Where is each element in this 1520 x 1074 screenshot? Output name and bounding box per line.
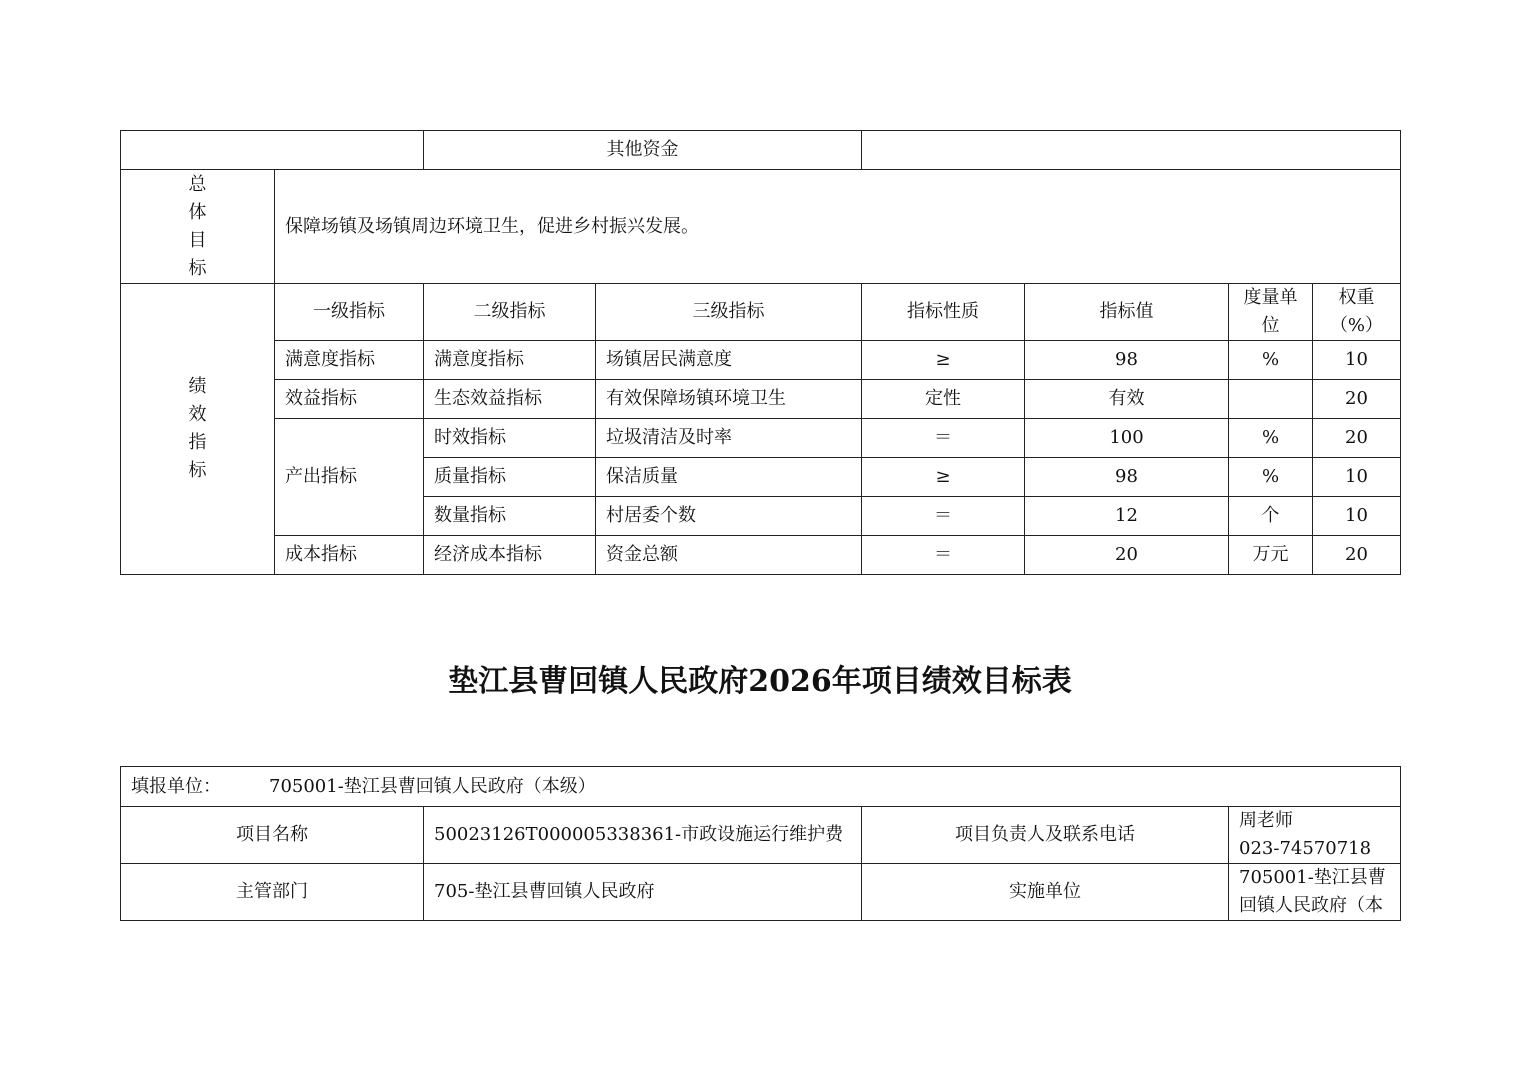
weight-cell: 10 (1313, 497, 1401, 536)
unit-cell: 个 (1229, 497, 1313, 536)
header-level2: 二级指标 (424, 284, 596, 341)
level3-cell: 村居委个数 (596, 497, 862, 536)
overall-goal-label: 总 体 目 标 (121, 170, 275, 284)
nature-cell: ＝ (862, 419, 1025, 458)
nature-cell: 定性 (862, 380, 1025, 419)
weight-cell: 10 (1313, 458, 1401, 497)
weight-cell: 20 (1313, 380, 1401, 419)
other-funds-label: 其他资金 (424, 131, 862, 170)
unit-cell: % (1229, 458, 1313, 497)
table-row (121, 419, 1401, 458)
nature-cell: ＝ (862, 497, 1025, 536)
header-nature: 指标性质 (862, 284, 1025, 341)
implementing-unit-value: 705001-垫江县曹 回镇人民政府（本 (1229, 864, 1401, 921)
contact-label: 项目负责人及联系电话 (862, 807, 1229, 864)
unit-cell: % (1229, 341, 1313, 380)
level2-cell: 生态效益指标 (424, 380, 596, 419)
department-label: 主管部门 (121, 864, 424, 921)
implementing-unit-label: 实施单位 (862, 864, 1229, 921)
filing-unit-value: 705001-垫江县曹回镇人民政府（本级） (269, 775, 596, 797)
overall-goal-row (121, 170, 1401, 284)
value-cell: 100 (1025, 419, 1229, 458)
table-row (121, 380, 1401, 419)
level2-cell: 质量指标 (424, 458, 596, 497)
filing-unit-label: 填报单位： (131, 775, 221, 797)
level3-cell: 保洁质量 (596, 458, 862, 497)
header-value: 指标值 (1025, 284, 1229, 341)
header-weight: 权重 （%） (1313, 284, 1401, 341)
level3-cell: 有效保障场镇环境卫生 (596, 380, 862, 419)
page-title: 垫江县曹回镇人民政府2026年项目绩效目标表 (448, 664, 1072, 699)
department-row (121, 864, 1401, 921)
level3-cell: 资金总额 (596, 536, 862, 575)
value-cell: 20 (1025, 536, 1229, 575)
empty-cell (121, 131, 424, 170)
project-name-label: 项目名称 (121, 807, 424, 864)
level3-cell: 场镇居民满意度 (596, 341, 862, 380)
header-unit: 度量单 位 (1229, 284, 1313, 341)
nature-cell: ≥ (862, 341, 1025, 380)
filing-unit-cell (121, 767, 1401, 807)
level3-cell: 垃圾清洁及时率 (596, 419, 862, 458)
level1-cell: 效益指标 (275, 380, 424, 419)
table-row (121, 536, 1401, 575)
filing-unit-row (121, 767, 1401, 807)
header-level3: 三级指标 (596, 284, 862, 341)
table-row (121, 341, 1401, 380)
overall-goal-text: 保障场镇及场镇周边环境卫生，促进乡村振兴发展。 (275, 170, 1401, 284)
project-info-table (120, 766, 1401, 921)
unit-cell (1229, 380, 1313, 419)
contact-name: 周老师 (1239, 810, 1293, 831)
level2-cell: 数量指标 (424, 497, 596, 536)
contact-phone: 023-74570718 (1239, 838, 1372, 859)
level2-cell: 时效指标 (424, 419, 596, 458)
weight-cell: 10 (1313, 341, 1401, 380)
project-name-row (121, 807, 1401, 864)
department-value: 705-垫江县曹回镇人民政府 (424, 864, 862, 921)
level1-cell: 成本指标 (275, 536, 424, 575)
other-funds-value (862, 131, 1401, 170)
other-funds-row (121, 131, 1401, 170)
weight-cell: 20 (1313, 419, 1401, 458)
nature-cell: ＝ (862, 536, 1025, 575)
weight-cell: 20 (1313, 536, 1401, 575)
unit-cell: 万元 (1229, 536, 1313, 575)
nature-cell: ≥ (862, 458, 1025, 497)
performance-indicator-table (120, 130, 1401, 575)
project-name-value: 50023126T000005338361-市政设施运行维护费 (424, 807, 862, 864)
value-cell: 98 (1025, 458, 1229, 497)
level1-cell: 产出指标 (275, 419, 424, 536)
value-cell: 有效 (1025, 380, 1229, 419)
contact-value (1229, 807, 1401, 864)
value-cell: 12 (1025, 497, 1229, 536)
header-level1: 一级指标 (275, 284, 424, 341)
level1-cell: 满意度指标 (275, 341, 424, 380)
performance-indicator-label: 绩 效 指 标 (121, 284, 275, 575)
unit-cell: % (1229, 419, 1313, 458)
indicator-header-row (121, 284, 1401, 341)
level2-cell: 经济成本指标 (424, 536, 596, 575)
value-cell: 98 (1025, 341, 1229, 380)
level2-cell: 满意度指标 (424, 341, 596, 380)
